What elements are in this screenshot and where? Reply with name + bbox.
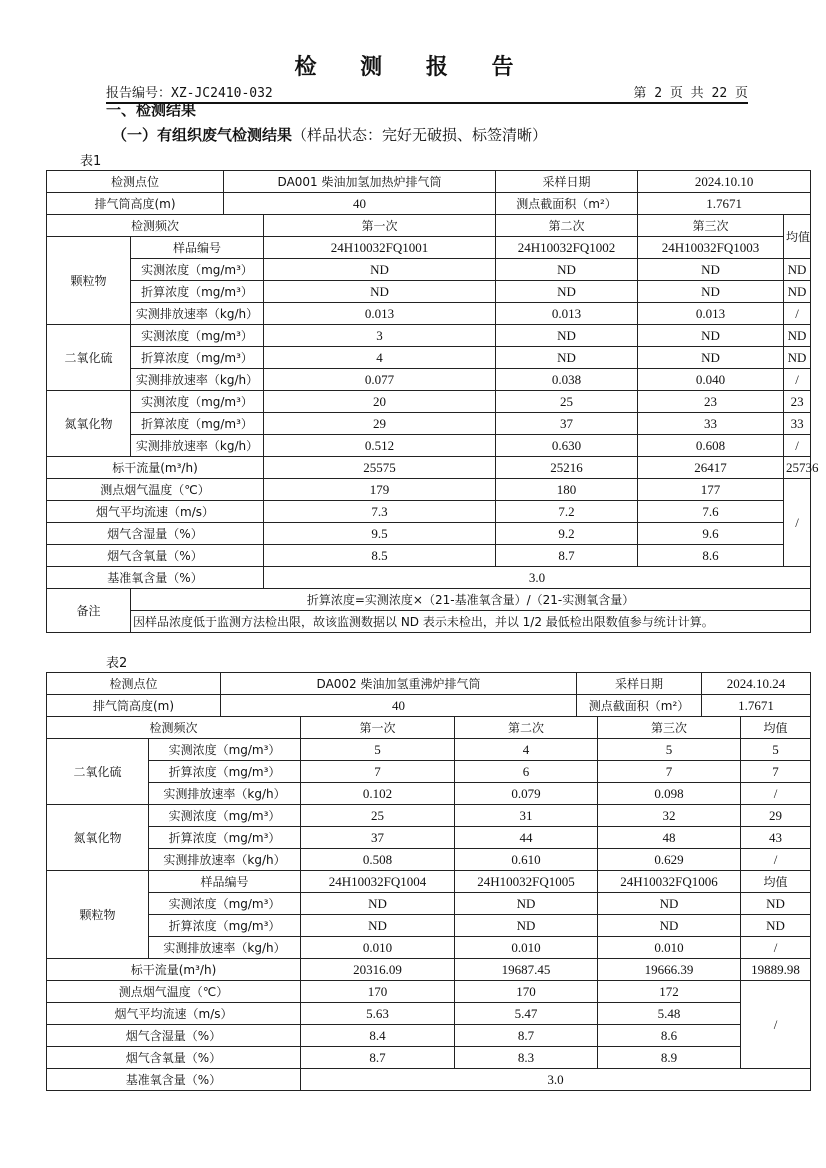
table-row — [47, 849, 811, 871]
cell: 19687.45 — [455, 959, 598, 981]
cell: 24H10032FQ1006 — [598, 871, 741, 893]
height-value: 40 — [224, 193, 496, 215]
date-value: 2024.10.10 — [638, 171, 811, 193]
table-row — [47, 259, 811, 281]
cell: 24H10032FQ1003 — [638, 237, 784, 259]
cell: 180 — [496, 479, 638, 501]
cell: 25 — [301, 805, 455, 827]
report-header-line — [106, 82, 748, 104]
velocity-label: 烟气平均流速（m/s） — [47, 1003, 301, 1025]
cell: 5 — [741, 739, 811, 761]
flow-label: 标干流量(m³/h) — [47, 959, 301, 981]
col-second: 第二次 — [496, 215, 638, 237]
converted-label: 折算浓度（mg/m³） — [131, 281, 264, 303]
area-label: 测点截面积（m²） — [496, 193, 638, 215]
oxygen-label: 烟气含氧量（%） — [47, 545, 264, 567]
cell: 0.098 — [598, 783, 741, 805]
cell: 23 — [784, 391, 811, 413]
table-row — [47, 695, 811, 717]
cell: ND — [784, 325, 811, 347]
converted-label: 折算浓度（mg/m³） — [149, 827, 301, 849]
cell: 31 — [455, 805, 598, 827]
table-row — [47, 937, 811, 959]
col-mean: 均值 — [741, 717, 811, 739]
cell: ND — [638, 281, 784, 303]
particulate-label: 颗粒物 — [47, 871, 149, 959]
cell: 0.013 — [496, 303, 638, 325]
subsection-heading — [112, 124, 547, 145]
table-row — [47, 1047, 811, 1069]
cell: 8.6 — [638, 545, 784, 567]
date-label: 采样日期 — [577, 673, 702, 695]
remark-nd-note: 因样品浓度低于监测方法检出限，故该监测数据以 ND 表示未检出，并以 1/2 最低检出限数值参与统计计算。 — [131, 611, 811, 633]
cell: 0.038 — [496, 369, 638, 391]
cell: 9.6 — [638, 523, 784, 545]
converted-label: 折算浓度（mg/m³） — [131, 347, 264, 369]
date-value: 2024.10.24 — [702, 673, 811, 695]
cell: 23 — [638, 391, 784, 413]
cell: ND — [496, 259, 638, 281]
converted-label: 折算浓度（mg/m³） — [149, 915, 301, 937]
point-label: 检测点位 — [47, 171, 224, 193]
table-row — [47, 479, 811, 501]
measured-label: 实测浓度（mg/m³） — [131, 391, 264, 413]
cell: 179 — [264, 479, 496, 501]
cell: 8.4 — [301, 1025, 455, 1047]
cell: 24H10032FQ1004 — [301, 871, 455, 893]
cell: ND — [598, 915, 741, 937]
cell: ND — [598, 893, 741, 915]
cell: 7.3 — [264, 501, 496, 523]
freq-label: 检测频次 — [47, 717, 301, 739]
table1 — [46, 170, 819, 633]
table-row — [47, 325, 811, 347]
cell: 19889.98 — [741, 959, 811, 981]
cell: ND — [741, 893, 811, 915]
sample-label: 样品编号 — [149, 871, 301, 893]
table-row — [47, 611, 811, 633]
cell: 8.6 — [598, 1025, 741, 1047]
so2-label: 二氧化硫 — [47, 739, 149, 805]
cell: / — [741, 783, 811, 805]
col-mean: 均值 — [784, 215, 811, 259]
cell: 0.102 — [301, 783, 455, 805]
cell: 29 — [741, 805, 811, 827]
cell: 0.508 — [301, 849, 455, 871]
particulate-label: 颗粒物 — [47, 237, 131, 325]
cell: 5 — [301, 739, 455, 761]
cell: 48 — [598, 827, 741, 849]
cell: 33 — [784, 413, 811, 435]
rate-label: 实测排放速率（kg/h） — [131, 303, 264, 325]
remark-label: 备注 — [47, 589, 131, 633]
cell: ND — [264, 281, 496, 303]
table-row — [47, 391, 811, 413]
cell: 43 — [741, 827, 811, 849]
cell: 0.010 — [598, 937, 741, 959]
cell: / — [784, 369, 811, 391]
cell: 170 — [301, 981, 455, 1003]
cell: 8.3 — [455, 1047, 598, 1069]
cell: 24H10032FQ1002 — [496, 237, 638, 259]
remark-formula: 折算浓度=实测浓度×（21-基准氧含量）/（21-实测氧含量） — [131, 589, 811, 611]
cell: 8.7 — [301, 1047, 455, 1069]
report-title: 检 测 报 告 — [294, 55, 532, 80]
cell: / — [784, 303, 811, 325]
height-label: 排气筒高度(m) — [47, 695, 221, 717]
cell: 37 — [496, 413, 638, 435]
cell: 5.48 — [598, 1003, 741, 1025]
measured-label: 实测浓度（mg/m³） — [149, 739, 301, 761]
cell: 20316.09 — [301, 959, 455, 981]
cell: 8.5 — [264, 545, 496, 567]
table-row — [47, 1003, 811, 1025]
table-row — [47, 871, 811, 893]
height-label: 排气筒高度(m) — [47, 193, 224, 215]
cell: 0.079 — [455, 783, 598, 805]
cell: 177 — [638, 479, 784, 501]
table-row — [47, 281, 811, 303]
cell: 0.010 — [301, 937, 455, 959]
point-value: DA001 柴油加氢加热炉排气筒 — [224, 171, 496, 193]
cell: 8.7 — [496, 545, 638, 567]
col-second: 第二次 — [455, 717, 598, 739]
cell: 0.610 — [455, 849, 598, 871]
cell: 7 — [301, 761, 455, 783]
cell: 25736 — [784, 457, 811, 479]
col-third: 第三次 — [598, 717, 741, 739]
moisture-label: 烟气含湿量（%） — [47, 523, 264, 545]
mean-slash: / — [741, 981, 811, 1069]
cell: 26417 — [638, 457, 784, 479]
height-value: 40 — [221, 695, 577, 717]
table2 — [46, 672, 811, 717]
table-row — [47, 435, 811, 457]
cell: 5.63 — [301, 1003, 455, 1025]
cell: 7.2 — [496, 501, 638, 523]
cell: 9.5 — [264, 523, 496, 545]
rate-label: 实测排放速率（kg/h） — [131, 435, 264, 457]
table-row — [47, 1069, 811, 1091]
cell: 0.013 — [638, 303, 784, 325]
table-row — [47, 193, 811, 215]
cell: 25575 — [264, 457, 496, 479]
table-row — [47, 347, 811, 369]
cell: / — [741, 849, 811, 871]
rate-label: 实测排放速率（kg/h） — [149, 849, 301, 871]
cell: 20 — [264, 391, 496, 413]
converted-label: 折算浓度（mg/m³） — [149, 761, 301, 783]
point-value: DA002 柴油加氢重沸炉排气筒 — [221, 673, 577, 695]
cell: 172 — [598, 981, 741, 1003]
cell: 4 — [455, 739, 598, 761]
rate-label: 实测排放速率（kg/h） — [131, 369, 264, 391]
cell: 0.010 — [455, 937, 598, 959]
cell: 8.9 — [598, 1047, 741, 1069]
cell: 0.512 — [264, 435, 496, 457]
table-row — [47, 673, 811, 695]
area-label: 测点截面积（m²） — [577, 695, 702, 717]
temp-label: 测点烟气温度（℃） — [47, 981, 301, 1003]
cell: / — [784, 435, 811, 457]
table-row — [47, 893, 811, 915]
converted-label: 折算浓度（mg/m³） — [131, 413, 264, 435]
table-row — [47, 1025, 811, 1047]
cell: ND — [638, 325, 784, 347]
freq-label: 检测频次 — [47, 215, 264, 237]
cell: 24H10032FQ1001 — [264, 237, 496, 259]
so2-label: 二氧化硫 — [47, 325, 131, 391]
cell: 44 — [455, 827, 598, 849]
cell: 25 — [496, 391, 638, 413]
table-row — [47, 915, 811, 937]
table2-body — [46, 716, 811, 1091]
cell: 32 — [598, 805, 741, 827]
table2-label: 表2 — [106, 656, 128, 671]
table-row — [47, 761, 811, 783]
cell: / — [741, 937, 811, 959]
cell: 33 — [638, 413, 784, 435]
cell: ND — [638, 347, 784, 369]
nox-label: 氮氧化物 — [47, 805, 149, 871]
table-row — [47, 567, 811, 589]
cell: 0.013 — [264, 303, 496, 325]
table-row — [47, 237, 811, 259]
cell: ND — [455, 915, 598, 937]
subsection-note: （样品状态：完好无破损、标签清晰） — [292, 126, 548, 144]
ref-oxygen-label: 基准氧含量（%） — [47, 1069, 301, 1091]
table-row — [47, 413, 811, 435]
table-row — [47, 303, 811, 325]
cell: ND — [455, 893, 598, 915]
ref-oxygen-value: 3.0 — [264, 567, 811, 589]
cell: 0.629 — [598, 849, 741, 871]
subsection-title: （一）有组织废气检测结果 — [112, 126, 293, 144]
cell: ND — [301, 893, 455, 915]
area-value: 1.7671 — [702, 695, 811, 717]
oxygen-label: 烟气含氧量（%） — [47, 1047, 301, 1069]
cell: ND — [638, 259, 784, 281]
rate-label: 实测排放速率（kg/h） — [149, 783, 301, 805]
col-mean: 均值 — [741, 871, 811, 893]
cell: 7 — [741, 761, 811, 783]
cell: 25216 — [496, 457, 638, 479]
table1-label: 表1 — [80, 154, 102, 169]
rate-label: 实测排放速率（kg/h） — [149, 937, 301, 959]
col-first: 第一次 — [264, 215, 496, 237]
ref-oxygen-value: 3.0 — [301, 1069, 811, 1091]
cell: 9.2 — [496, 523, 638, 545]
temp-label: 测点烟气温度（℃） — [47, 479, 264, 501]
cell: 37 — [301, 827, 455, 849]
table-row — [47, 959, 811, 981]
cell: ND — [784, 281, 811, 303]
velocity-label: 烟气平均流速（m/s） — [47, 501, 264, 523]
cell: 8.7 — [455, 1025, 598, 1047]
section-heading: 一、检测结果 — [106, 101, 197, 119]
cell: 4 — [264, 347, 496, 369]
cell: ND — [784, 347, 811, 369]
area-value: 1.7671 — [638, 193, 811, 215]
table-row — [47, 457, 811, 479]
moisture-label: 烟气含湿量（%） — [47, 1025, 301, 1047]
col-third: 第三次 — [638, 215, 784, 237]
table-row — [47, 981, 811, 1003]
cell: 5 — [598, 739, 741, 761]
cell: 0.040 — [638, 369, 784, 391]
table-row — [47, 369, 811, 391]
cell: ND — [264, 259, 496, 281]
flow-label: 标干流量(m³/h) — [47, 457, 264, 479]
cell: 24H10032FQ1005 — [455, 871, 598, 893]
cell: ND — [496, 347, 638, 369]
col-first: 第一次 — [301, 717, 455, 739]
cell: 7.6 — [638, 501, 784, 523]
cell: 6 — [455, 761, 598, 783]
date-label: 采样日期 — [496, 171, 638, 193]
table-row — [47, 523, 811, 545]
measured-label: 实测浓度（mg/m³） — [131, 325, 264, 347]
cell: 7 — [598, 761, 741, 783]
table-row — [47, 805, 811, 827]
measured-label: 实测浓度（mg/m³） — [131, 259, 264, 281]
cell: 29 — [264, 413, 496, 435]
cell: 0.608 — [638, 435, 784, 457]
cell: 0.077 — [264, 369, 496, 391]
table-row — [47, 589, 811, 611]
measured-label: 实测浓度（mg/m³） — [149, 805, 301, 827]
cell: 0.630 — [496, 435, 638, 457]
mean-slash: / — [784, 479, 811, 567]
table-row — [47, 215, 811, 237]
nox-label: 氮氧化物 — [47, 391, 131, 457]
point-label: 检测点位 — [47, 673, 221, 695]
sample-label: 样品编号 — [131, 237, 264, 259]
cell: ND — [301, 915, 455, 937]
cell: ND — [784, 259, 811, 281]
cell: ND — [496, 325, 638, 347]
cell: 3 — [264, 325, 496, 347]
page-info: 第 2 页 共 22 页 — [633, 86, 748, 101]
table-row — [47, 783, 811, 805]
table-row — [47, 827, 811, 849]
cell: 19666.39 — [598, 959, 741, 981]
table-row — [47, 717, 811, 739]
table-row — [47, 501, 811, 523]
cell: ND — [741, 915, 811, 937]
ref-oxygen-label: 基准氧含量（%） — [47, 567, 264, 589]
measured-label: 实测浓度（mg/m³） — [149, 893, 301, 915]
cell: ND — [496, 281, 638, 303]
cell: 5.47 — [455, 1003, 598, 1025]
report-number: 报告编号：XZ-JC2410-032 — [106, 86, 273, 101]
table-row — [47, 739, 811, 761]
table-row — [47, 545, 811, 567]
cell: 170 — [455, 981, 598, 1003]
table-row — [47, 171, 811, 193]
